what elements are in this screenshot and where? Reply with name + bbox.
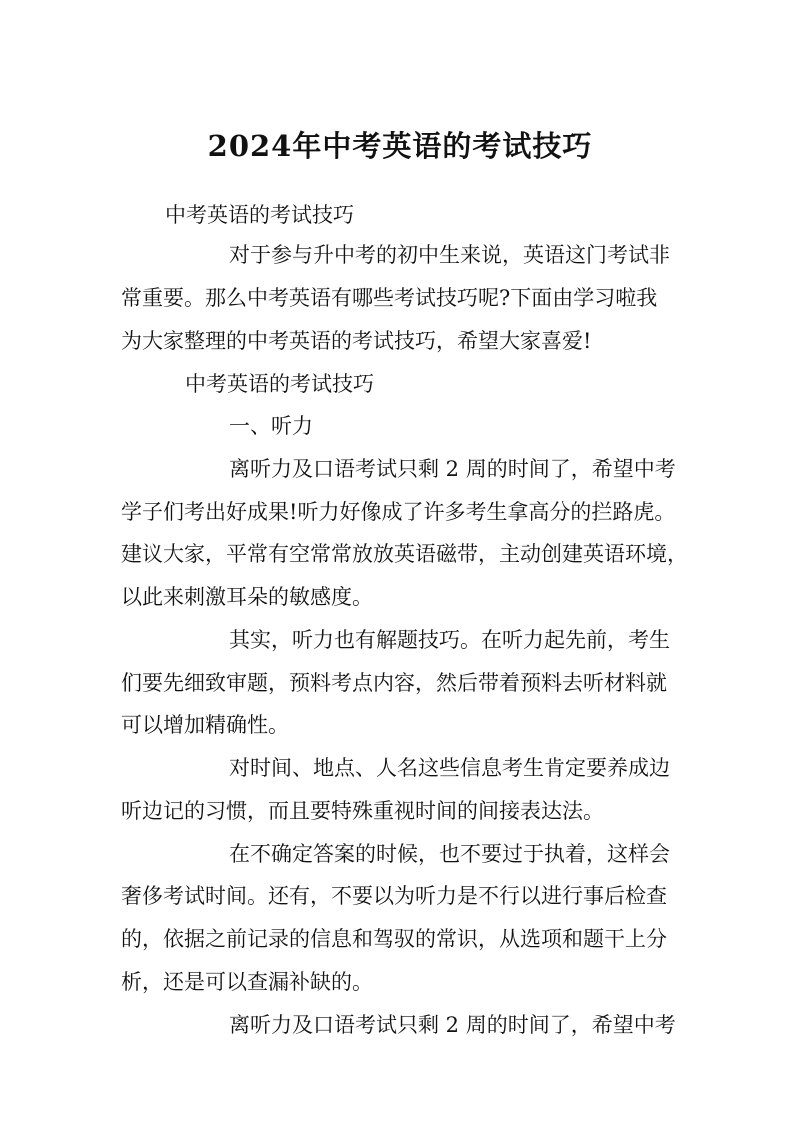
paragraph-line: 听边记的习惯，而且要特殊重视时间的间接表达法。 [121, 799, 604, 823]
section-heading: 中考英语的考试技巧 [185, 372, 374, 396]
paragraph-line: 建议大家，平常有空常常放放英语磁带，主动创建英语环境， [121, 542, 688, 566]
paragraph-line: 可以增加精确性。 [121, 713, 289, 737]
paragraph-line: 离听力及口语考试只剩 2 周的时间了，希望中考 [229, 457, 676, 481]
document-title: 2024年中考英语的考试技巧 [207, 129, 593, 163]
subsection-heading: 一、听力 [229, 414, 313, 438]
paragraph-line: 对于参与升中考的初中生来说，英语这门考试非 [229, 243, 670, 267]
paragraph-line: 的，依据之前记录的信息和驾驭的常识，从选项和题干上分 [121, 927, 667, 951]
paragraph-line: 为大家整理的中考英语的考试技巧，希望大家喜爱! [121, 329, 592, 353]
paragraph-line: 们要先细致审题，预料考点内容，然后带着预料去听材料就 [121, 671, 667, 695]
paragraph-line: 奢侈考试时间。还有，不要以为听力是不行以进行事后检查 [121, 884, 667, 908]
paragraph-line: 以此来刺激耳朵的敏感度。 [121, 585, 373, 609]
paragraph-line: 析，还是可以查漏补缺的。 [121, 970, 373, 994]
paragraph-line: 离听力及口语考试只剩 2 周的时间了，希望中考 [229, 1013, 676, 1037]
paragraph-line: 对时间、地点、人名这些信息考生肯定要养成边 [229, 756, 670, 780]
section-heading: 中考英语的考试技巧 [165, 203, 354, 227]
paragraph-line: 常重要。那么中考英语有哪些考试技巧呢?下面由学习啦我 [121, 286, 658, 310]
paragraph-line: 学子们考出好成果!听力好像成了许多考生拿高分的拦路虎。 [121, 500, 676, 524]
paragraph-line: 在不确定答案的时候，也不要过于执着，这样会 [229, 842, 670, 866]
paragraph-line: 其实，听力也有解题技巧。在听力起先前，考生 [229, 628, 670, 652]
